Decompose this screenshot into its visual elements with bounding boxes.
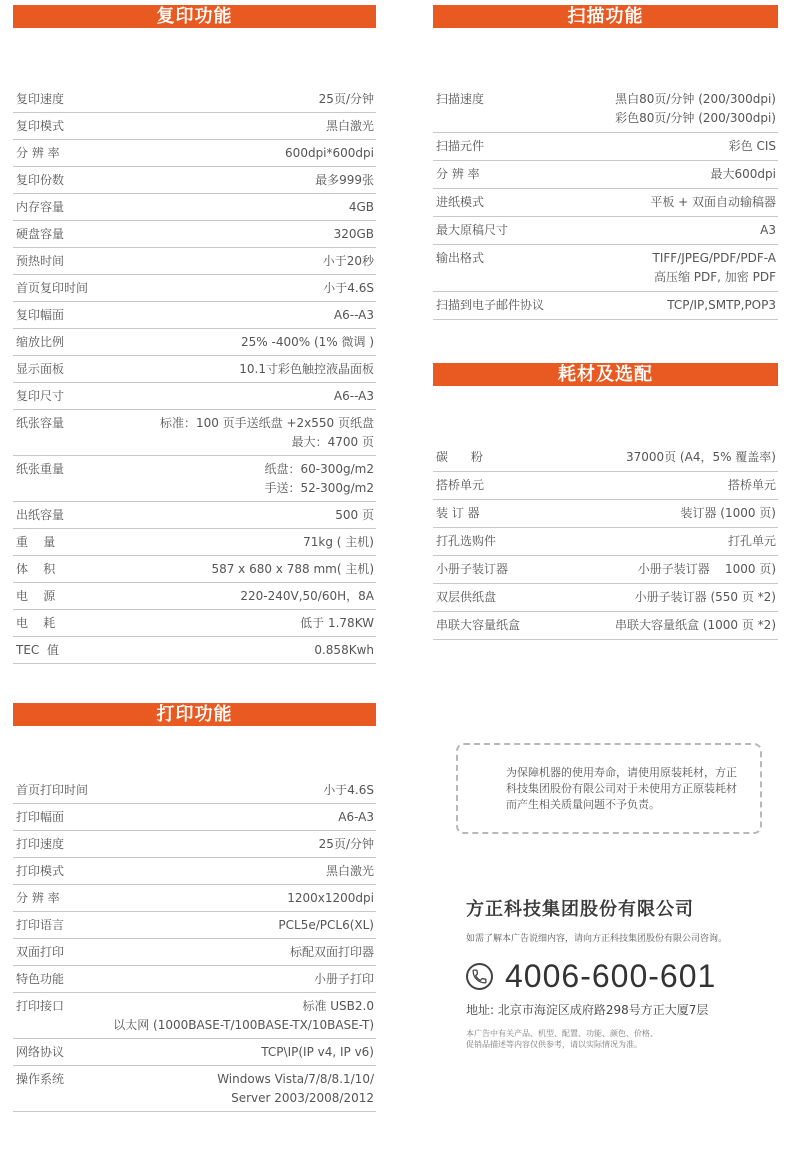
spec-value [300, 614, 374, 633]
scan-section-title: 扫描功能 [433, 5, 778, 28]
spec-label: TEC 值 [16, 643, 59, 657]
company-info [466, 895, 786, 1050]
spec-value-line: PCL5e/PCL6(XL) [278, 918, 374, 932]
spec-value-line: 71kg ( 主机) [303, 535, 374, 549]
spec-row [13, 248, 376, 275]
spec-row [13, 410, 376, 456]
disclaimer-line-2: 促销品描述等内容仅供参考，请以实际情况为准。 [466, 1040, 642, 1049]
spec-label: 首页复印时间 [16, 281, 89, 295]
spec-label: 内存容量 [16, 200, 65, 214]
spec-value-line: 25页/分钟 [318, 837, 374, 851]
spec-value [113, 997, 374, 1035]
spec-value [760, 221, 776, 240]
spec-row [13, 86, 376, 113]
spec-value-line: 串联大容量纸盒 (1000 页 *2) [615, 618, 776, 632]
spec-label: 扫描速度 [436, 92, 485, 106]
spec-value-line: TCP/IP,SMTP,POP3 [667, 298, 776, 312]
spec-label: 出纸容量 [16, 508, 65, 522]
spec-label: 显示面板 [16, 362, 65, 376]
spec-value [261, 1043, 374, 1062]
spec-value-line: 纸盘：60-300g/m2 [264, 462, 374, 476]
spec-value-line: 装订器 (1000 页) [680, 506, 776, 520]
spec-value [239, 360, 374, 379]
spec-value [314, 970, 374, 989]
spec-value-line: 彩色80页/分钟 (200/300dpi) [615, 111, 776, 125]
consumables-spec-table [433, 444, 778, 640]
company-address: 地址: 北京市海淀区成府路298号方正大厦7层 [466, 1003, 709, 1017]
spec-value-line: A6--A3 [333, 308, 374, 322]
spec-value-line: 小于4.6S [323, 783, 374, 797]
spec-row [13, 140, 376, 167]
spec-value [217, 1070, 374, 1108]
spec-row [13, 610, 376, 637]
spec-value [323, 252, 374, 271]
spec-label: 打印速度 [16, 837, 65, 851]
spec-label: 双面打印 [16, 945, 65, 959]
spec-value [626, 448, 776, 467]
spec-value-line: A3 [760, 223, 776, 237]
spec-row [13, 583, 376, 610]
spec-label: 进纸模式 [436, 195, 485, 209]
spec-value [315, 171, 374, 190]
spec-value-line: 小于4.6S [323, 281, 374, 295]
consumables-section [433, 363, 778, 640]
spec-label: 搭桥单元 [436, 478, 485, 492]
spec-label: 缩放比例 [16, 335, 65, 349]
spec-value [278, 916, 374, 935]
spec-row [13, 356, 376, 383]
spec-value-line: A6-A3 [338, 810, 374, 824]
spec-value-line: 最大：4700 页 [291, 435, 374, 449]
spec-row [13, 383, 376, 410]
spec-row [13, 831, 376, 858]
spec-label: 重 量 [16, 535, 56, 549]
spec-label: 复印模式 [16, 119, 65, 133]
spec-row [13, 885, 376, 912]
copy-section-title: 复印功能 [13, 5, 376, 28]
scan-section [433, 5, 778, 320]
spec-label: 体 积 [16, 562, 56, 576]
spec-value-line: 标配双面打印器 [289, 945, 374, 959]
spec-value-line: 平板 + 双面自动输稿器 [650, 195, 776, 209]
spec-value [711, 165, 776, 184]
spec-row [13, 939, 376, 966]
spec-row [13, 993, 376, 1039]
spec-value [285, 144, 374, 163]
spec-row [13, 329, 376, 356]
spec-row [13, 194, 376, 221]
spec-label: 最大原稿尺寸 [436, 223, 509, 237]
spec-value [349, 198, 374, 217]
spec-value-line: 标准：100 页手送纸盘 +2x550 页纸盘 [159, 416, 374, 430]
spec-value-line: 0.858Kwh [314, 643, 374, 657]
spec-value [729, 137, 776, 156]
spec-label: 碳 粉 [436, 450, 483, 464]
spec-row [433, 556, 778, 584]
spec-value-line: 10.1寸彩色触控液晶面板 [239, 362, 374, 376]
spec-label: 分 辨 率 [16, 891, 60, 905]
print-section [13, 703, 376, 1112]
spec-value-line: TCP\IP(IP v4, IP v6) [261, 1045, 374, 1059]
spec-value [323, 279, 374, 298]
print-section-title: 打印功能 [13, 703, 376, 726]
spec-label: 打孔选购件 [436, 534, 497, 548]
spec-value-line: 手送：52-300g/m2 [264, 481, 374, 495]
spec-value [314, 641, 374, 660]
spec-row [433, 217, 778, 245]
scan-spec-table [433, 86, 778, 320]
spec-value [334, 387, 374, 406]
spec-row [13, 556, 376, 583]
spec-value-line: 彩色 CIS [728, 139, 776, 153]
spec-label: 电 耗 [16, 616, 56, 630]
spec-value [319, 835, 374, 854]
spec-value [728, 532, 776, 551]
spec-row [433, 444, 778, 472]
spec-label: 打印模式 [16, 864, 65, 878]
spec-value [303, 533, 374, 552]
spec-value [211, 560, 374, 579]
spec-value-line: 小册子装订器 (550 页 *2) [634, 590, 776, 604]
spec-value [241, 333, 374, 352]
spec-row [13, 858, 376, 885]
spec-row [433, 133, 778, 161]
spec-value [240, 587, 374, 606]
spec-value [680, 504, 776, 523]
spec-label: 打印语言 [16, 918, 65, 932]
spec-label: 特色功能 [16, 972, 65, 986]
spec-label: 打印幅面 [16, 810, 65, 824]
spec-value-line: 打孔单元 [727, 534, 776, 548]
spec-value-line: A6--A3 [333, 389, 374, 403]
spec-value [160, 414, 374, 452]
spec-row [433, 161, 778, 189]
spec-row [433, 528, 778, 556]
spec-value-line: 黑白激光 [325, 119, 374, 133]
spec-value-line: 320GB [333, 227, 374, 241]
spec-value-line: 500 页 [335, 508, 374, 522]
spec-label: 纸张重量 [16, 462, 65, 476]
spec-label: 复印份数 [16, 173, 65, 187]
spec-value-line: Windows Vista/7/8/8.1/10/ [217, 1072, 374, 1086]
spec-value [334, 225, 374, 244]
print-spec-table [13, 777, 376, 1112]
spec-row [13, 275, 376, 302]
spec-row [433, 612, 778, 640]
spec-row [433, 500, 778, 528]
spec-value [667, 296, 776, 315]
phone-icon [466, 963, 493, 990]
spec-value-line: 黑白激光 [325, 864, 374, 878]
spec-row [13, 1066, 376, 1112]
spec-row [433, 245, 778, 292]
spec-value [323, 781, 374, 800]
spec-value [638, 560, 776, 579]
spec-value-line: 1200x1200dpi [287, 891, 374, 905]
spec-value-line: 黑白80页/分钟 (200/300dpi) [615, 92, 776, 106]
spec-label: 电 源 [16, 589, 56, 603]
spec-value [335, 506, 374, 525]
spec-row [13, 912, 376, 939]
spec-value [653, 249, 777, 287]
spec-label: 分 辨 率 [436, 167, 480, 181]
spec-row [433, 86, 778, 133]
spec-row [433, 189, 778, 217]
spec-label: 输出格式 [436, 251, 485, 265]
spec-row [13, 966, 376, 993]
notice-text: 为保障机器的使用寿命，请使用原装耗材，方正科技集团股份有限公司对于未使用方正原装耗材而产生相关质量问题不予负责。 [506, 766, 737, 811]
spec-value-line: TIFF/JPEG/PDF/PDF-A [652, 251, 776, 265]
spec-label: 双层供纸盘 [436, 590, 497, 604]
consumables-section-title: 耗材及选配 [433, 363, 778, 386]
spec-row [13, 167, 376, 194]
spec-value [338, 808, 374, 827]
spec-value [635, 588, 776, 607]
spec-value-line: 搭桥单元 [727, 478, 776, 492]
spec-label: 纸张容量 [16, 416, 65, 430]
spec-value [615, 90, 776, 128]
spec-row [433, 472, 778, 500]
spec-row [13, 113, 376, 140]
spec-value-line: 低于 1.78KW [300, 616, 374, 630]
spec-row [13, 637, 376, 664]
spec-value-line: Server 2003/2008/2012 [231, 1091, 374, 1105]
spec-row [13, 456, 376, 502]
spec-label: 硬盘容量 [16, 227, 65, 241]
spec-value [615, 616, 776, 635]
spec-row [13, 777, 376, 804]
spec-value [265, 460, 375, 498]
company-name: 方正科技集团股份有限公司 [466, 899, 694, 920]
spec-value [287, 889, 374, 908]
company-consult-note: 如需了解本广告说细内容，请向方正科技集团股份有限公司咨询。 [466, 934, 728, 944]
spec-value-line: 高压缩 PDF, 加密 PDF [653, 270, 776, 284]
spec-value-line: 37000页 (A4，5% 覆盖率) [625, 450, 776, 464]
spec-row [433, 292, 778, 320]
copy-section [13, 5, 376, 664]
spec-value-line: 小于20秒 [322, 254, 374, 268]
spec-value-line: 25页/分钟 [318, 92, 374, 106]
company-phone: 4006-600-601 [505, 958, 717, 994]
spec-label: 扫描元件 [436, 139, 485, 153]
spec-label: 小册子装订器 [436, 562, 509, 576]
spec-label: 分 辨 率 [16, 146, 60, 160]
spec-value-line: 220-240V,50/60H，8A [240, 589, 374, 603]
spec-label: 复印幅面 [16, 308, 65, 322]
spec-row [433, 584, 778, 612]
spec-label: 网络协议 [16, 1045, 65, 1059]
spec-label: 操作系统 [16, 1072, 65, 1086]
spec-row [13, 529, 376, 556]
spec-value-line: 小册子装订器 1000 页) [637, 562, 776, 576]
spec-value [326, 862, 374, 881]
consumable-notice-box [456, 743, 762, 834]
spec-row [13, 1039, 376, 1066]
spec-value [326, 117, 374, 136]
spec-row [13, 502, 376, 529]
spec-row [13, 221, 376, 248]
spec-row [13, 804, 376, 831]
spec-label: 扫描到电子邮件协议 [436, 298, 545, 312]
copy-spec-table [13, 86, 376, 664]
company-disclaimer [466, 1028, 786, 1050]
spec-value-line: 小册子打印 [313, 972, 374, 986]
spec-value-line: 600dpi*600dpi [285, 146, 374, 160]
spec-value-line: 25% -400% (1% 微调 ) [241, 335, 374, 349]
spec-row [13, 302, 376, 329]
spec-label: 首页打印时间 [16, 783, 89, 797]
spec-value-line: 587 x 680 x 788 mm( 主机) [211, 562, 374, 576]
disclaimer-line-1: 本广告中有关产品、机型、配置、功能、颜色、价格、 [466, 1029, 658, 1038]
spec-value-line: 最大600dpi [710, 167, 776, 181]
spec-value [728, 476, 776, 495]
spec-value-line: 4GB [348, 200, 374, 214]
spec-value-line: 标准 USB2.0 [302, 999, 374, 1013]
spec-label: 装 订 器 [436, 506, 480, 520]
spec-label: 复印尺寸 [16, 389, 65, 403]
spec-value [319, 90, 374, 109]
company-phone-row [466, 958, 786, 995]
spec-label: 串联大容量纸盒 [436, 618, 521, 632]
spec-value [290, 943, 374, 962]
spec-label: 预热时间 [16, 254, 65, 268]
spec-value-line: 以太网 (1000BASE-T/100BASE-TX/10BASE-T) [113, 1018, 374, 1032]
spec-value [334, 306, 374, 325]
spec-label: 复印速度 [16, 92, 65, 106]
spec-label: 打印接口 [16, 999, 65, 1013]
spec-value [650, 193, 776, 212]
spec-value-line: 最多999张 [315, 173, 374, 187]
